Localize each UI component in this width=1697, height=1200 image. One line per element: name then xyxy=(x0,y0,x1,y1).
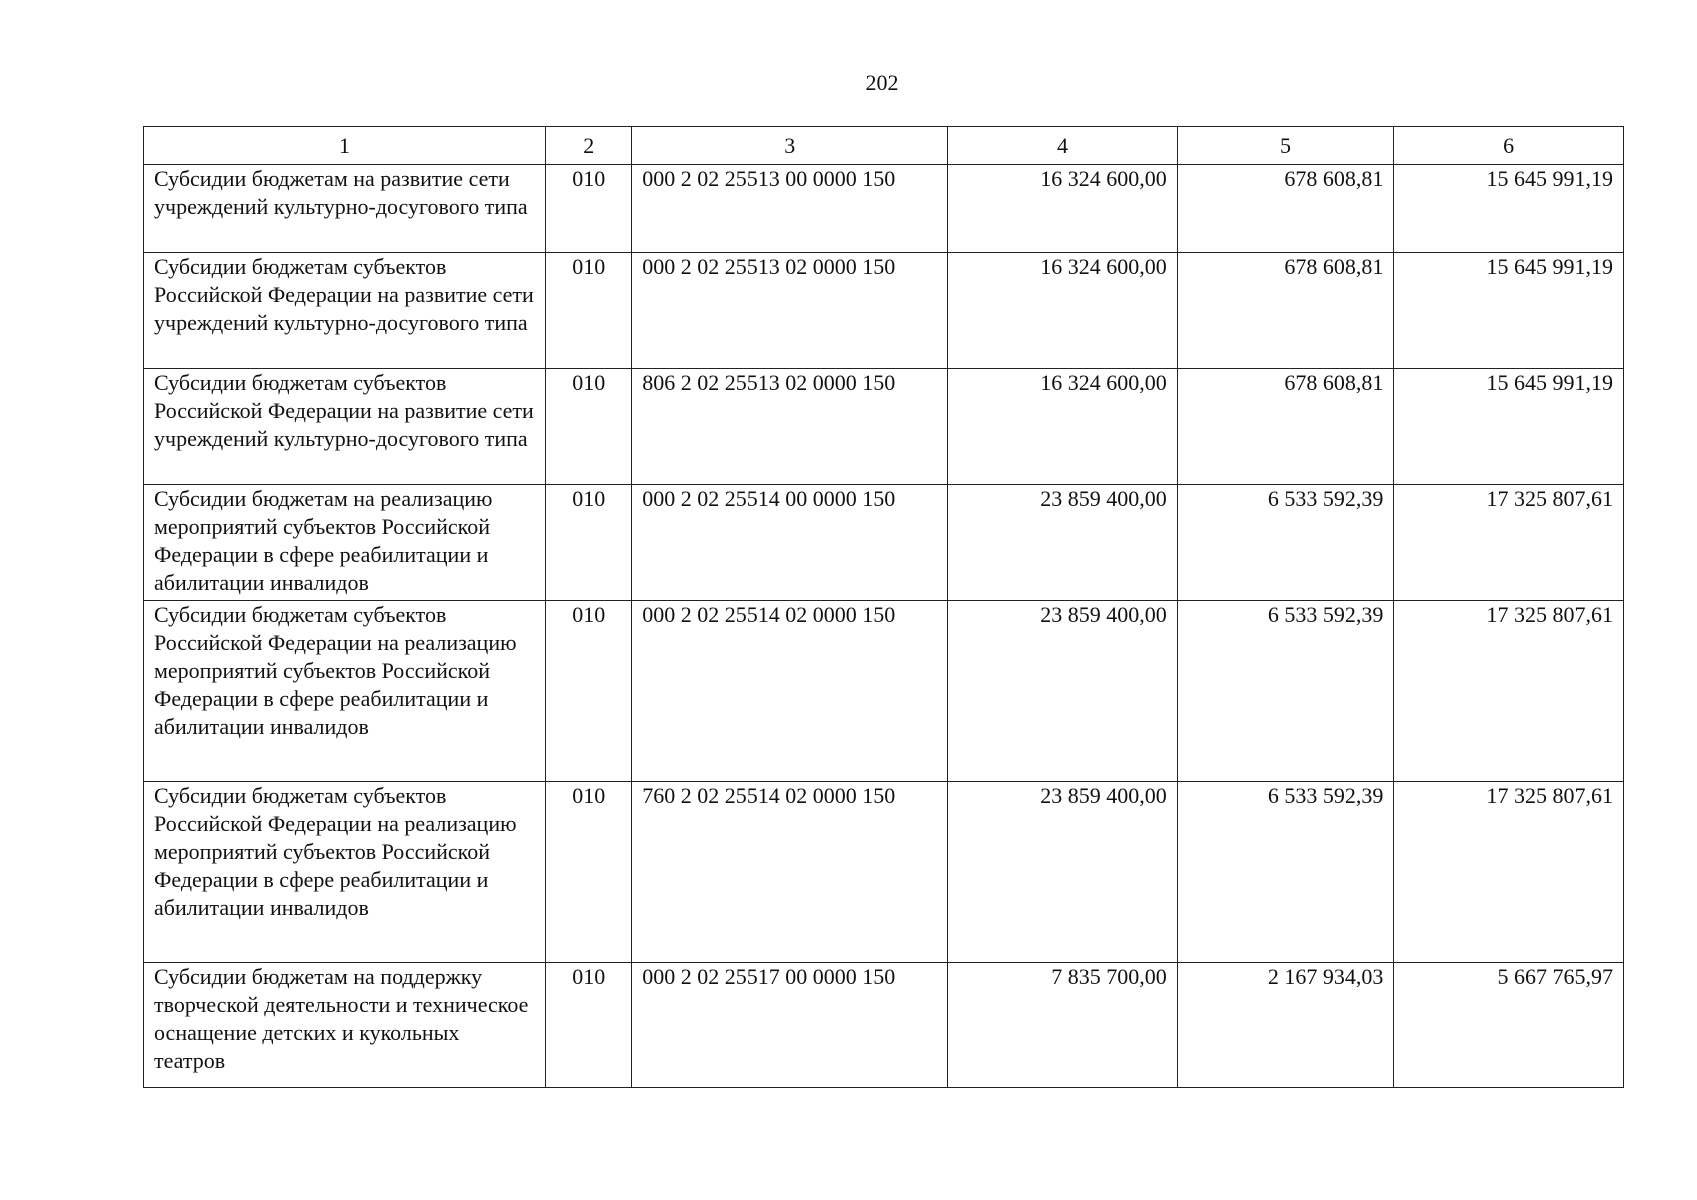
table-row xyxy=(144,253,1624,369)
row-kbk: 000 2 02 25514 00 0000 150 xyxy=(632,485,948,601)
row-col4: 23 859 400,00 xyxy=(948,485,1178,601)
table-row xyxy=(144,782,1624,963)
row-name: Субсидии бюджетам на поддержку творческой деятельности и техническое оснащение детских и кукольных театров xyxy=(144,963,546,1088)
row-col4: 7 835 700,00 xyxy=(948,963,1178,1088)
row-code: 010 xyxy=(546,485,632,601)
row-kbk: 806 2 02 25513 02 0000 150 xyxy=(632,369,948,485)
row-col6: 17 325 807,61 xyxy=(1394,601,1624,782)
row-col6: 17 325 807,61 xyxy=(1394,782,1624,963)
row-col4: 23 859 400,00 xyxy=(948,601,1178,782)
page-number: 202 xyxy=(865,70,899,95)
table-row xyxy=(144,485,1624,601)
budget-table xyxy=(143,126,1624,1088)
row-col4: 23 859 400,00 xyxy=(948,782,1178,963)
row-kbk: 000 2 02 25513 00 0000 150 xyxy=(632,165,948,253)
row-col6: 15 645 991,19 xyxy=(1394,253,1624,369)
row-col5: 6 533 592,39 xyxy=(1177,485,1394,601)
row-code: 010 xyxy=(546,165,632,253)
row-col5: 678 608,81 xyxy=(1177,165,1394,253)
row-code: 010 xyxy=(546,782,632,963)
header-cell-1: 1 xyxy=(144,127,546,165)
row-kbk: 000 2 02 25517 00 0000 150 xyxy=(632,963,948,1088)
row-name: Субсидии бюджетам на реализацию мероприятий субъектов Российской Федерации в сфере реабилитации и абилитации инвалидов xyxy=(144,485,546,601)
row-code: 010 xyxy=(546,369,632,485)
row-col4: 16 324 600,00 xyxy=(948,369,1178,485)
table-row xyxy=(144,601,1624,782)
row-col5: 2 167 934,03 xyxy=(1177,963,1394,1088)
row-kbk: 000 2 02 25513 02 0000 150 xyxy=(632,253,948,369)
row-col4: 16 324 600,00 xyxy=(948,253,1178,369)
row-name: Субсидии бюджетам субъектов Российской Федерации на реализацию мероприятий субъектов Российской Федерации в сфере реабилитации и абилитации инвалидов xyxy=(144,782,546,963)
row-name: Субсидии бюджетам субъектов Российской Федерации на развитие сети учреждений культурно-досугового типа xyxy=(144,253,546,369)
row-code: 010 xyxy=(546,963,632,1088)
row-col5: 678 608,81 xyxy=(1177,253,1394,369)
table-row xyxy=(144,963,1624,1088)
header-cell-4: 4 xyxy=(948,127,1178,165)
row-kbk: 000 2 02 25514 02 0000 150 xyxy=(632,601,948,782)
table-row xyxy=(144,369,1624,485)
row-code: 010 xyxy=(546,253,632,369)
row-col5: 6 533 592,39 xyxy=(1177,601,1394,782)
table-row xyxy=(144,165,1624,253)
header-cell-2: 2 xyxy=(546,127,632,165)
header-cell-6: 6 xyxy=(1394,127,1624,165)
row-col5: 678 608,81 xyxy=(1177,369,1394,485)
row-name: Субсидии бюджетам субъектов Российской Федерации на реализацию мероприятий субъектов Российской Федерации в сфере реабилитации и абилитации инвалидов xyxy=(144,601,546,782)
row-name: Субсидии бюджетам субъектов Российской Федерации на развитие сети учреждений культурно-досугового типа xyxy=(144,369,546,485)
row-col4: 16 324 600,00 xyxy=(948,165,1178,253)
header-cell-3: 3 xyxy=(632,127,948,165)
header-cell-5: 5 xyxy=(1177,127,1394,165)
row-kbk: 760 2 02 25514 02 0000 150 xyxy=(632,782,948,963)
row-col5: 6 533 592,39 xyxy=(1177,782,1394,963)
row-code: 010 xyxy=(546,601,632,782)
row-col6: 5 667 765,97 xyxy=(1394,963,1624,1088)
header-row xyxy=(144,127,1624,165)
row-name: Субсидии бюджетам на развитие сети учреждений культурно-досугового типа xyxy=(144,165,546,253)
row-col6: 17 325 807,61 xyxy=(1394,485,1624,601)
row-col6: 15 645 991,19 xyxy=(1394,369,1624,485)
row-col6: 15 645 991,19 xyxy=(1394,165,1624,253)
